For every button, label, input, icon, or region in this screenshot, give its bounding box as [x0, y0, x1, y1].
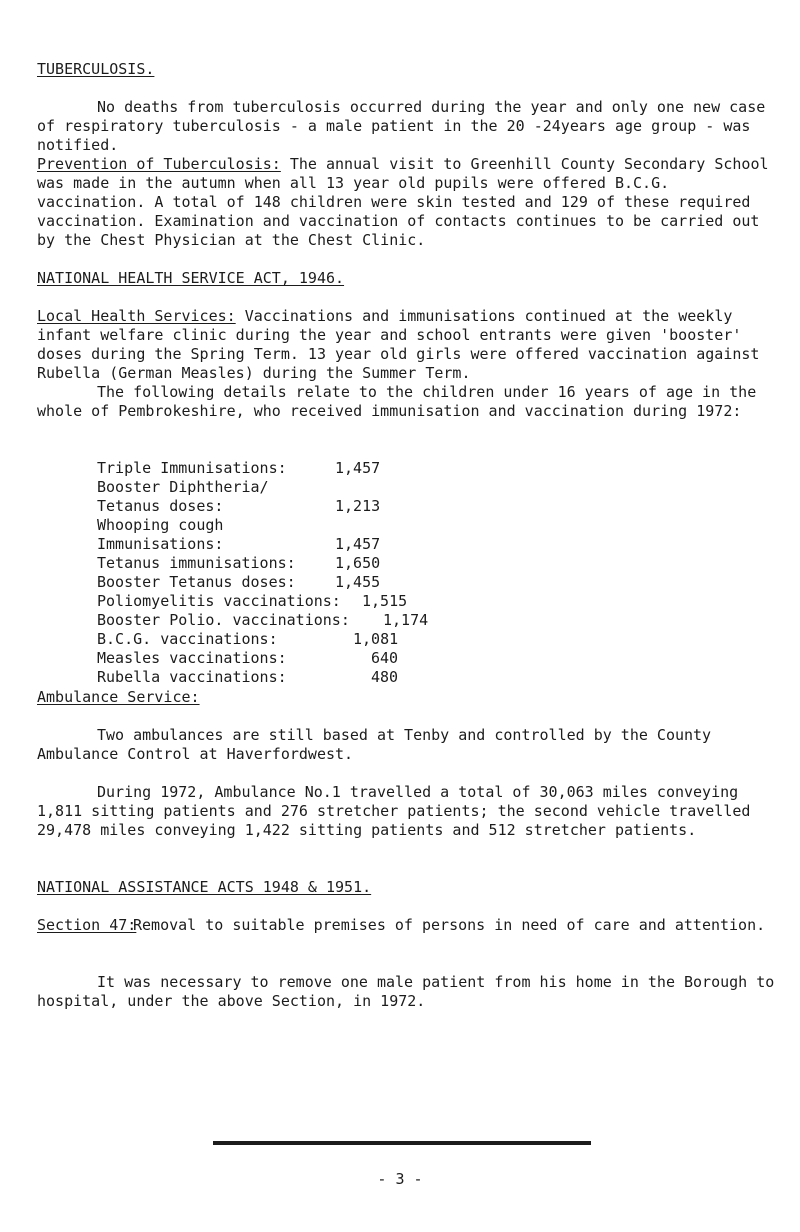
tb-paragraph: No deaths from tuberculosis occurred during the year and only one new case of respiratory tuberculosis - a male patient in the 20 -24years age group - was notified.: [37, 98, 775, 154]
nat-heading: NATIONAL ASSISTANCE ACTS 1948 & 1951.: [37, 878, 372, 896]
immunisation-stats: [97, 459, 477, 687]
tb-heading: TUBERCULOSIS.: [37, 60, 155, 78]
stat-row: Booster Polio. vaccinations: 1,174: [97, 611, 429, 629]
prevention-paragraph: [37, 155, 777, 250]
divider-rule: [213, 1141, 591, 1145]
ambulance-paragraph-2: During 1972, Ambulance No.1 travelled a total of 30,063 miles conveying 1,811 sitting patients and 276 stretcher patients; the second vehicle travelled 29,478 miles conveying 1,422 sitting patients and 512 stretcher patients.: [37, 783, 760, 839]
ambulance-heading: Ambulance Service:: [37, 688, 200, 706]
stat-row: Rubella vaccinations: 480: [97, 668, 399, 686]
stat-row: Immunisations: 1,457: [97, 535, 381, 553]
nhs-heading: NATIONAL HEALTH SERVICE ACT, 1946.: [37, 269, 345, 287]
stat-row: Poliomyelitis vaccinations: 1,515: [97, 592, 408, 610]
stat-row: Booster Tetanus doses: 1,455: [97, 573, 381, 591]
stat-row: Whooping cough: [97, 516, 224, 534]
ambulance-paragraph-1: Two ambulances are still based at Tenby and controlled by the County Ambulance Control at Haverfordwest.: [37, 726, 721, 763]
stat-row: Tetanus immunisations: 1,650: [97, 554, 381, 572]
closing-paragraph: It was necessary to remove one male patient from his home in the Borough to hospital, under the above Section, in 1972.: [37, 973, 784, 1010]
section-47-label: Section 47:: [37, 916, 137, 934]
stat-row: Booster Diphtheria/: [97, 478, 269, 496]
local-health-label: Local Health Services:: [37, 307, 236, 325]
local-health-text: Vaccinations and immunisations continued at the weekly infant welfare clinic during the year and school entrants were given 'booster' doses during the Spring Term. 13 year old girls were offered vaccination against Rubella (German Measles) during the Summer Term.: [37, 307, 769, 382]
local-health-paragraph: [37, 307, 777, 383]
stat-row: Triple Immunisations: 1,457: [97, 459, 381, 477]
prevention-text: The annual visit to Greenhill County Secondary School was made in the autumn when all 13 year old pupils were offered B.C.G. vaccination. A total of 148 children were skin tested and 129 of these required vaccination. Examination and vaccination of contacts continues to be carried out by the Chest Physician at the Chest Clinic.: [37, 155, 778, 249]
stat-row: B.C.G. vaccinations: 1,081: [97, 630, 399, 648]
prevention-label: Prevention of Tuberculosis:: [37, 155, 281, 173]
following-paragraph: The following details relate to the children under 16 years of age in the whole of Pembrokeshire, who received immunisation and vaccination during 1972:: [37, 383, 766, 420]
stat-row: Measles vaccinations: 640: [97, 649, 399, 667]
page-number: - 3 -: [377, 1170, 423, 1188]
stat-row: Tetanus doses: 1,213: [97, 497, 381, 515]
section-47-text: Removal to suitable premises of persons in need of care and attention.: [133, 916, 766, 934]
